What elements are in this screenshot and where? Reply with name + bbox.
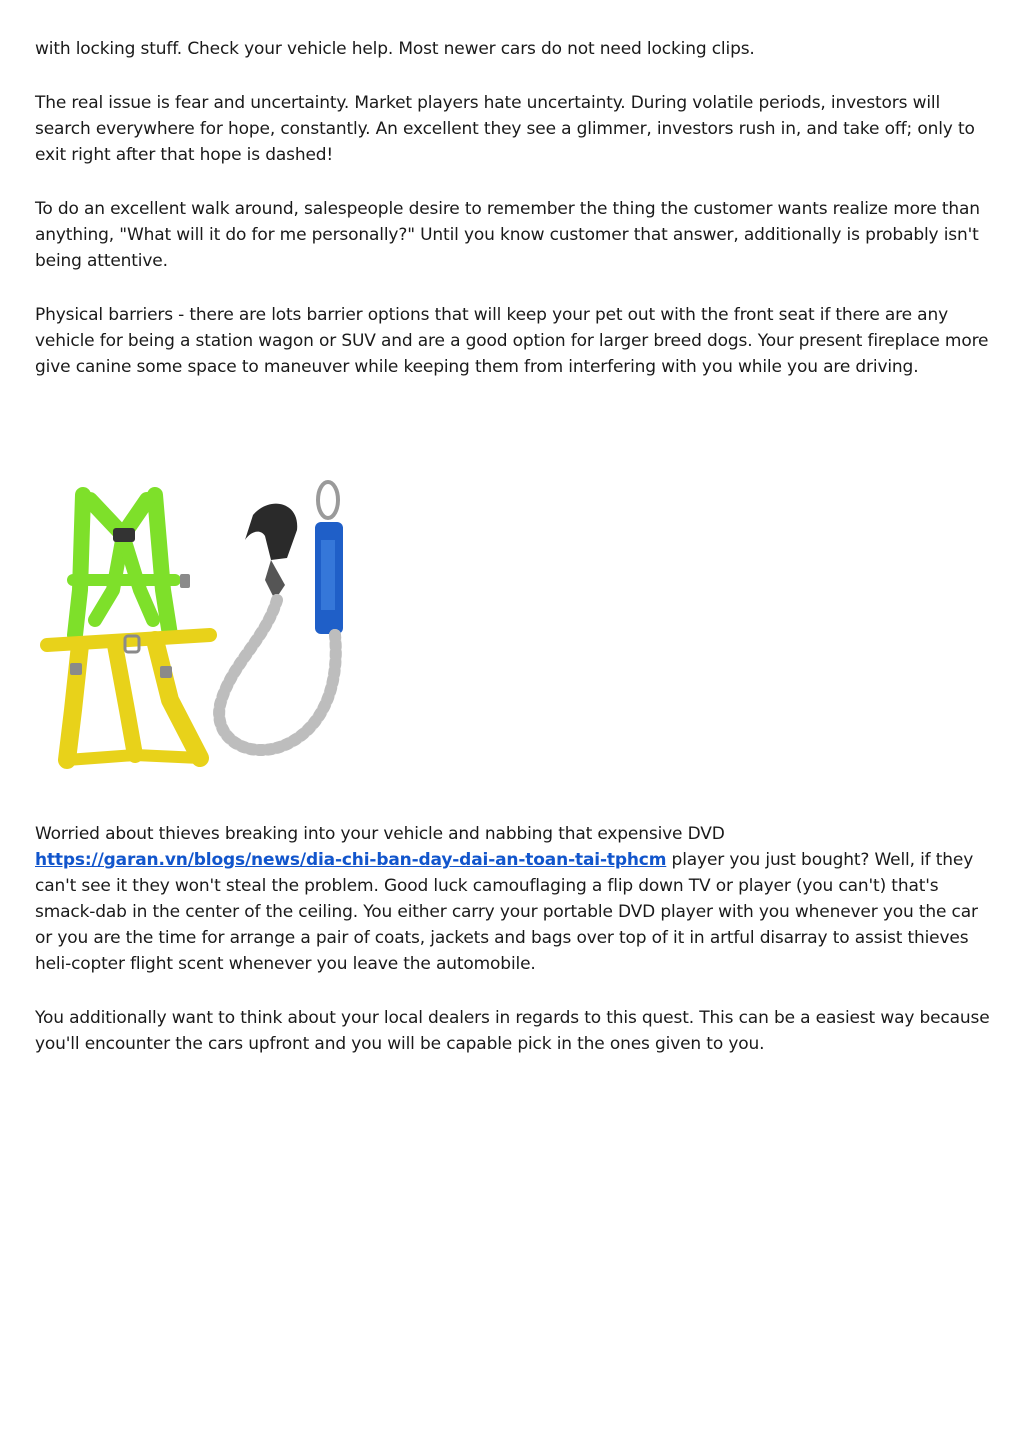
dvd-text-after-link: player you just bought? Well, if they can't see it they won't steal the problem. Good luck camouflaging a flip down TV or player (you can't) that's smack-dab in the center of the ceiling. You either carry your portable DVD player with you whenever you the car or you are the time for arrange a pair of coats, jackets and bags over top of it in artful disarray to assist thieves heli-copter flight scent whenever you leave the automobile.: [35, 850, 978, 974]
paragraph-locking-clips: with locking stuff. Check your vehicle help. Most newer cars do not need locking clips.: [35, 39, 755, 59]
paragraph-local-dealers: You additionally want to think about your local dealers in regards to this quest. This can be a easiest way because you'll encounter the cars upfront and you will be capable pick in the ones given to you.: [35, 1008, 990, 1054]
paragraph-physical-barriers: Physical barriers - there are lots barrier options that will keep your pet out with the front seat if there are any vehicle for being a station wagon or SUV and are a good option for larger breed dogs. Your present fireplace more give canine some space to maneuver while keeping them from interfering with you while you are driving.: [35, 305, 989, 377]
safety-harness-image: [35, 440, 365, 770]
dvd-text-before-link: Worried about thieves breaking into your vehicle and nabbing that expensive DVD: [35, 824, 725, 844]
safety-harness-with-lanyard-image: [35, 440, 365, 770]
paragraph-fear-uncertainty: The real issue is fear and uncertainty. Market players hate uncertainty. During volatile periods, investors will search everywhere for hope, constantly. An excellent they see a glimmer, investors rush in, and take off; only to exit right after that hope is dashed!: [35, 93, 975, 165]
garan-vn-link[interactable]: https://garan.vn/blogs/news/dia-chi-ban-day-dai-an-toan-tai-tphcm: [35, 850, 667, 870]
paragraph-walk-around: To do an excellent walk around, salespeople desire to remember the thing the customer wants realize more than anything, "What will it do for me personally?" Until you know customer that answer, additionally is probably isn't being attentive.: [35, 199, 980, 271]
document-page: [35, 36, 993, 1085]
paragraph-dvd-thieves: [35, 821, 993, 977]
